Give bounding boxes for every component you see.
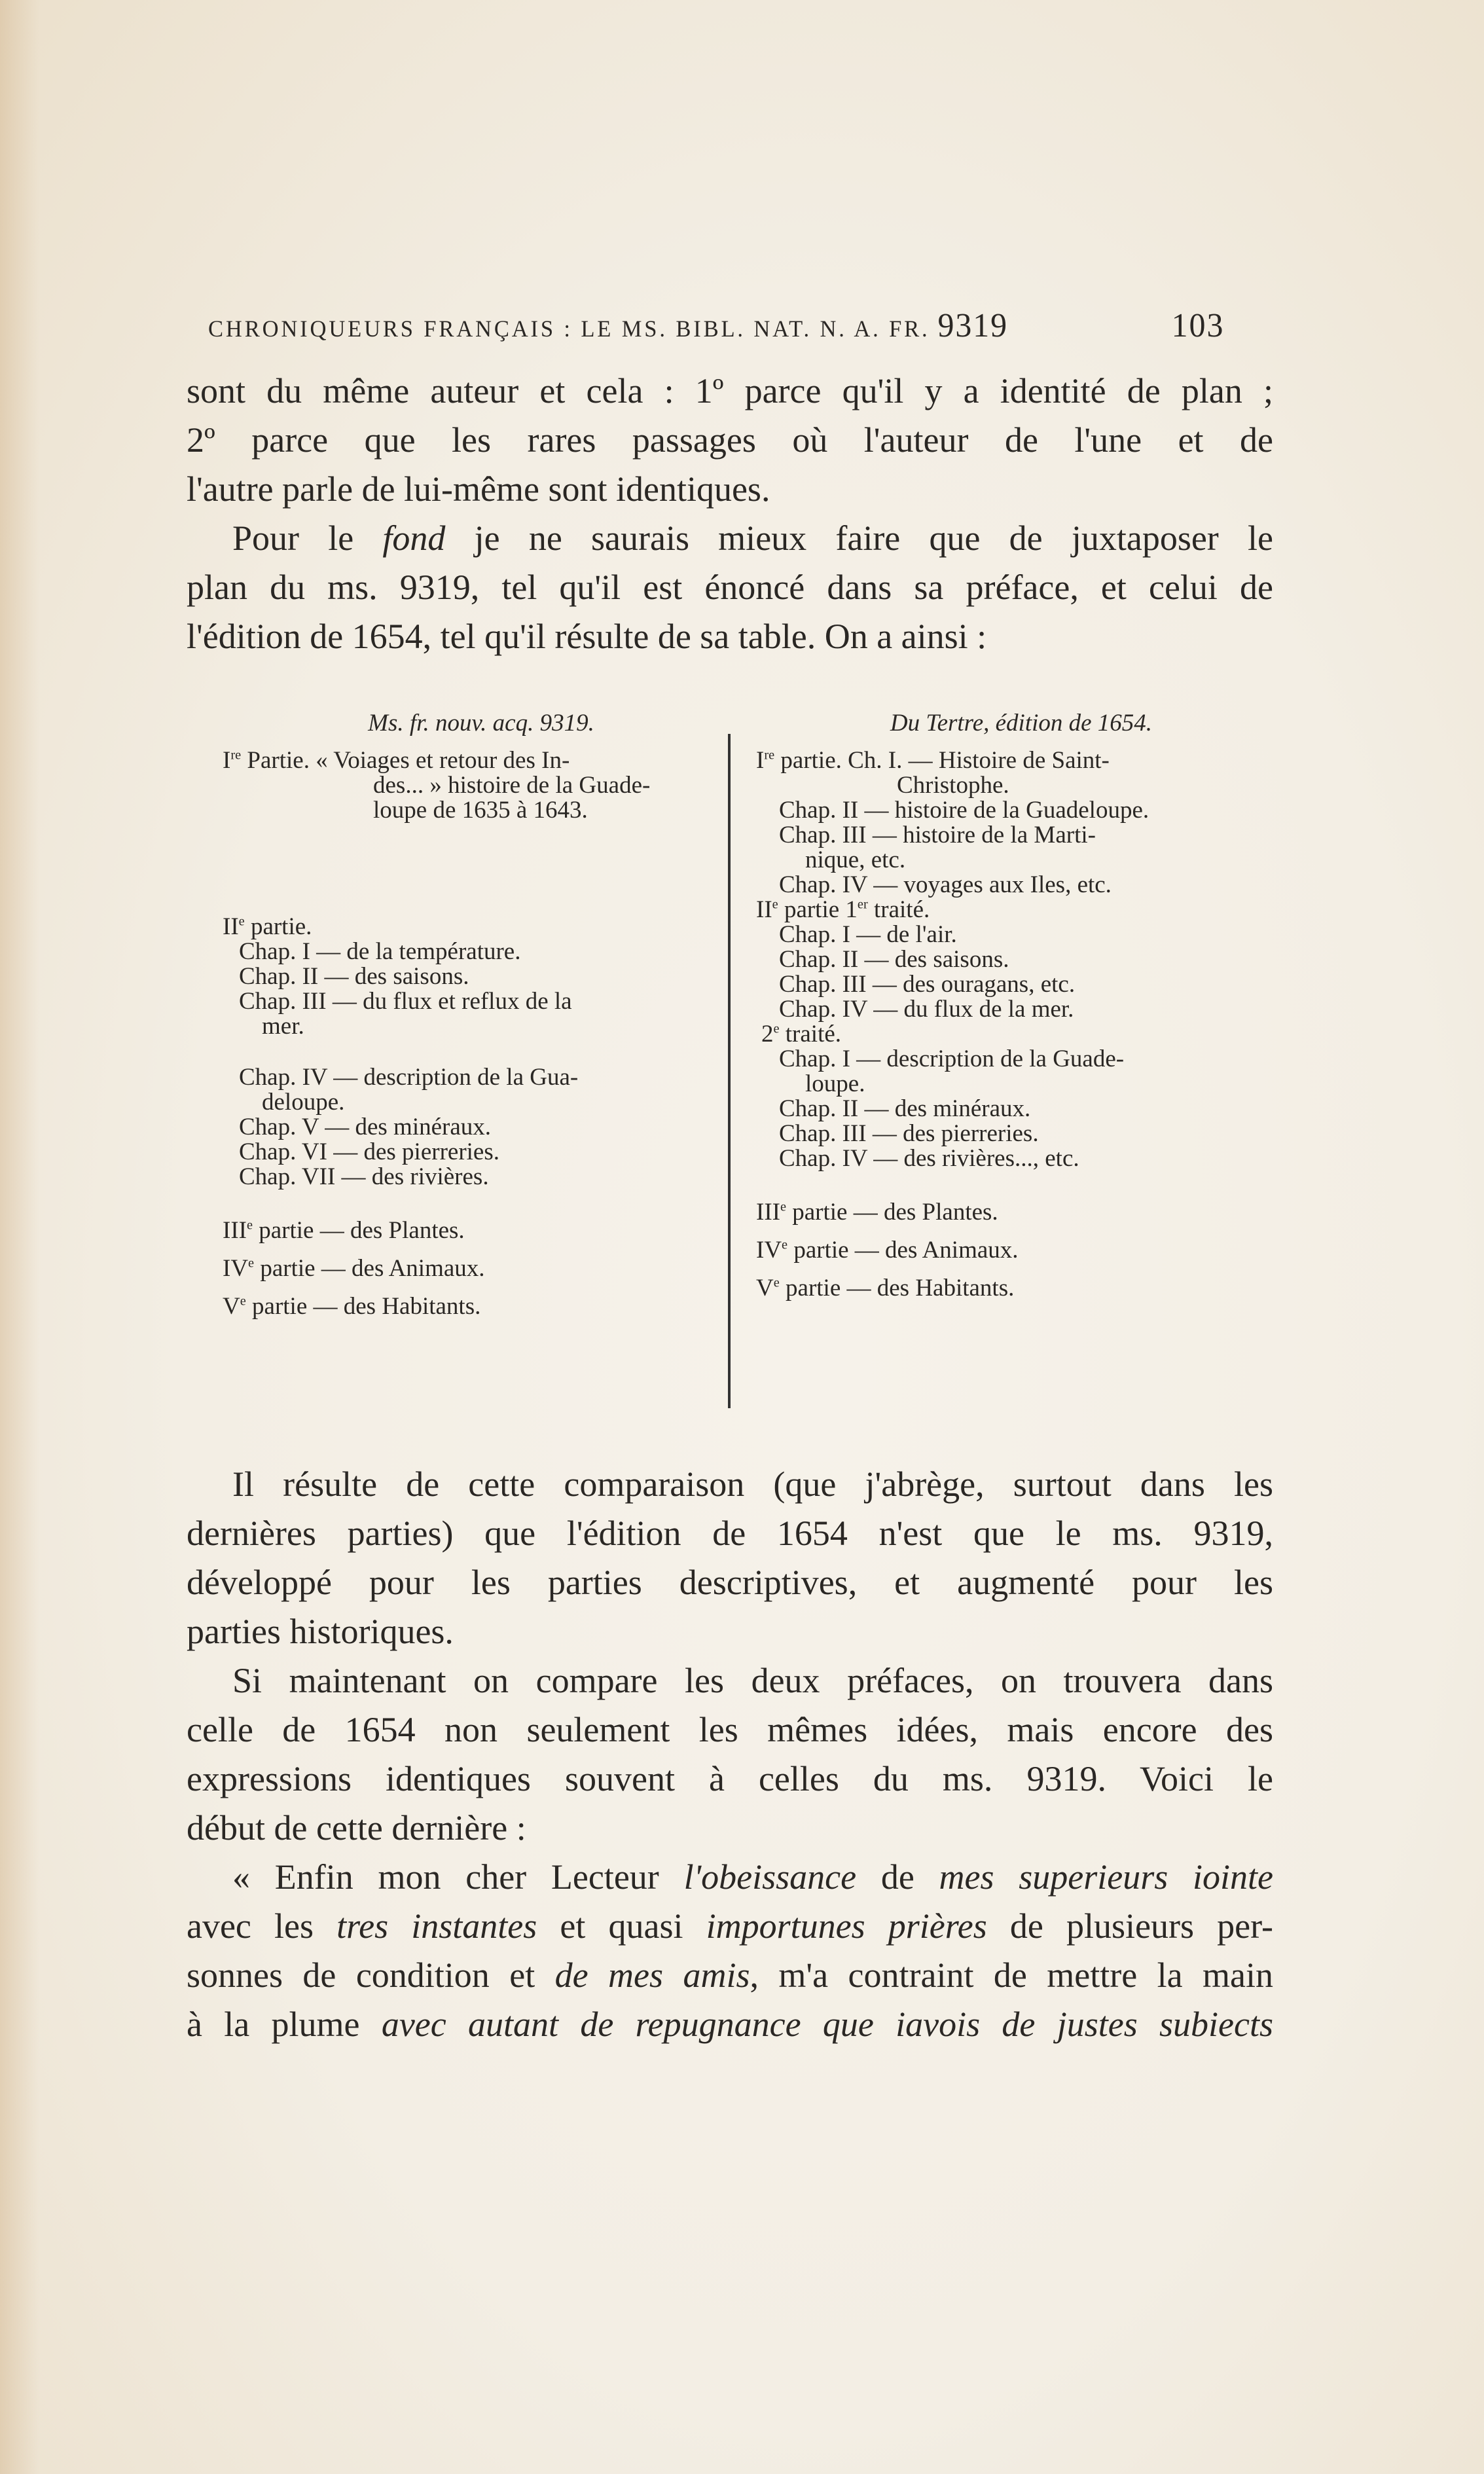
- part-numeral: II: [223, 913, 239, 940]
- chapter-entry: Chap. II — des saisons.: [779, 946, 1009, 973]
- superscript: e: [772, 897, 778, 912]
- italic-run: mes superieurs iointe: [939, 1857, 1274, 1897]
- chapter-entry-cont: mer.: [262, 1013, 304, 1040]
- italic-run: fond: [382, 518, 446, 558]
- spacer: [223, 1190, 720, 1212]
- running-head: [208, 306, 1229, 344]
- chapter-entry: Chap. IV — voyages aux Iles, etc.: [779, 871, 1112, 898]
- body-line: parties historiques.: [187, 1612, 454, 1651]
- text-run: partie — des Animaux.: [787, 1237, 1019, 1264]
- italic-run: de mes amis: [554, 1956, 750, 1995]
- text-run: avec les: [187, 1906, 337, 1946]
- parts-list: [756, 1193, 1286, 1307]
- text-run: partie — des Habitants.: [245, 1293, 481, 1320]
- traite-entry: [756, 1022, 1286, 1047]
- superscript: e: [248, 1256, 255, 1271]
- parts-list: [223, 1212, 720, 1326]
- column-header: Ms. fr. nouv. acq. 9319.: [368, 710, 594, 737]
- spacer: [223, 888, 720, 915]
- text-run: partie 1: [778, 896, 858, 923]
- quote-line: [187, 1951, 1273, 2000]
- part-entry-cont: des... » histoire de la Guade-: [373, 772, 651, 799]
- text-run: « Enfin mon cher Lecteur: [232, 1857, 684, 1897]
- part-entry: [223, 1288, 720, 1326]
- chapter-entry: Chap. III — histoire de la Marti-: [779, 822, 1096, 848]
- chapter-entry: Chap. VII — des rivières.: [239, 1163, 489, 1190]
- italic-run: importunes prières: [706, 1906, 987, 1946]
- chapter-entry: Chap. VI — des pierreries.: [239, 1138, 499, 1165]
- quote-line: [187, 1902, 1273, 1951]
- text-run: partie — des Plantes.: [786, 1199, 998, 1226]
- text-run: de: [856, 1857, 939, 1897]
- part-numeral: IV: [756, 1237, 782, 1264]
- intro-paragraphs: [187, 367, 1273, 661]
- chapter-entry: Chap. I — description de la Guade-: [779, 1046, 1125, 1072]
- body-line: celle de 1654 non seulement les mêmes idées, mais encore des: [187, 1710, 1273, 1749]
- running-head-ms-number: 9319: [937, 307, 1009, 344]
- text-run: je ne saurais mieux faire que de juxtaposer le: [445, 518, 1273, 558]
- body-line: 2º parce que les rares passages où l'auteur de l'une et de: [187, 420, 1273, 460]
- body-line: Il résulte de cette comparaison (que j'abrège, surtout dans les: [232, 1464, 1273, 1504]
- chapter-entry: Chap. I — de l'air.: [779, 921, 957, 948]
- body-line: expressions identiques souvent à celles du ms. 9319. Voici le: [187, 1759, 1273, 1798]
- part-numeral: V: [756, 1275, 774, 1301]
- superscript: er: [857, 897, 868, 912]
- chapter-entry: Chap. III — du flux et reflux de la: [239, 988, 572, 1015]
- italic-run: tres instantes: [336, 1906, 537, 1946]
- column-divider: [728, 734, 731, 1408]
- chapter-entry: Chap. III — des ouragans, etc.: [779, 971, 1076, 998]
- chapter-entry: Chap. II — histoire de la Guadeloupe.: [779, 797, 1149, 824]
- chapter-entry: Chap. IV — des rivières..., etc.: [779, 1145, 1079, 1172]
- part-entry: [223, 915, 720, 939]
- superscript: e: [773, 1021, 780, 1036]
- text-run: traité.: [867, 896, 930, 923]
- spacer: [756, 1171, 1286, 1193]
- chapter-entry-cont: deloupe.: [262, 1089, 345, 1116]
- part-entry-cont: loupe de 1635 à 1643.: [373, 797, 588, 824]
- text-run: Pour le: [232, 518, 383, 558]
- part-numeral: IV: [223, 1255, 249, 1282]
- body-line: sont du même auteur et cela : 1º parce qu'il y a identité de plan ;: [187, 371, 1273, 410]
- page-edge-shadow: [0, 0, 39, 2474]
- text-run: à la plume: [187, 2005, 382, 2044]
- superscript: e: [238, 914, 245, 929]
- chapter-entry: Chap. IV — du flux de la mer.: [779, 996, 1074, 1023]
- text-run: et quasi: [537, 1906, 706, 1946]
- chapter-entry: Chap. I — de la température.: [239, 938, 521, 965]
- chapter-entry: Chap. II — des minéraux.: [779, 1095, 1031, 1122]
- chapter-entry: Chap. III — des pierreries.: [779, 1120, 1039, 1147]
- running-head-title-text: CHRONIQUEURS FRANÇAIS : LE MS. BIBL. NAT. N. A. FR.: [208, 316, 930, 342]
- part-entry: [756, 898, 1286, 922]
- text-run: Partie. « Voiages et retour des In-: [241, 747, 570, 774]
- page-number: 103: [1171, 307, 1225, 344]
- superscript: e: [246, 1218, 253, 1233]
- column-du-tertre-1654: [756, 710, 1286, 1307]
- italic-run: avec autant de repugnance que iavois de justes subiects: [381, 2005, 1273, 2044]
- text-run: partie — des Animaux.: [254, 1255, 485, 1282]
- text-run: , m'a contraint de mettre la main: [750, 1956, 1274, 1995]
- spacer: [223, 1039, 720, 1065]
- text-run: sonnes de condition et: [187, 1956, 555, 1995]
- superscript: re: [764, 748, 775, 763]
- chapter-entry: Chap. V — des minéraux.: [239, 1114, 492, 1140]
- body-line: l'édition de 1654, tel qu'il résulte de sa table. On a ainsi :: [187, 617, 987, 656]
- column-ms-9319: [223, 710, 720, 1326]
- part-numeral: I: [223, 747, 231, 774]
- traite-numeral: 2: [761, 1021, 774, 1047]
- italic-run: l'obeissance: [683, 1857, 857, 1897]
- part-entry: [223, 1212, 720, 1250]
- part-numeral: V: [223, 1293, 240, 1320]
- chapter-entry: Chap. II — des saisons.: [239, 963, 469, 990]
- superscript: e: [780, 1199, 786, 1214]
- text-run: de plusieurs per-: [986, 1906, 1273, 1946]
- text-run: traité.: [779, 1021, 842, 1047]
- part-numeral: I: [756, 747, 765, 774]
- chapter-entry: Chap. IV — description de la Gua-: [239, 1064, 579, 1091]
- body-line: Si maintenant on compare les deux préfaces, on trouvera dans: [232, 1661, 1273, 1700]
- part-entry: [756, 748, 1286, 773]
- part-entry: [756, 1231, 1286, 1269]
- part-entry: [223, 1250, 720, 1288]
- superscript: e: [773, 1275, 780, 1290]
- text-run: partie — des Plantes.: [253, 1217, 465, 1244]
- chapter-entry-cont: nique, etc.: [805, 846, 906, 873]
- conclusion-paragraphs: [187, 1460, 1273, 2049]
- quote-line: [187, 2000, 1273, 2049]
- part-entry: [756, 1193, 1286, 1231]
- text-run: partie — des Habitants.: [779, 1275, 1015, 1301]
- spacer: [223, 823, 720, 888]
- part-entry: [223, 748, 720, 773]
- part-numeral: II: [756, 896, 772, 923]
- body-line: dernières parties) que l'édition de 1654 n'est que le ms. 9319,: [187, 1514, 1273, 1553]
- plan-comparison-table: [223, 710, 1283, 1411]
- part-numeral: III: [223, 1217, 247, 1244]
- quote-line: [187, 1853, 1273, 1902]
- body-line: développé pour les parties descriptives, et augmenté pour les: [187, 1563, 1273, 1602]
- text-run: partie.: [244, 913, 312, 940]
- body-line: plan du ms. 9319, tel qu'il est énoncé dans sa préface, et celui de: [187, 568, 1273, 607]
- body-line: l'autre parle de lui-même sont identiques.: [187, 469, 770, 509]
- part-numeral: III: [756, 1199, 780, 1226]
- superscript: e: [240, 1294, 246, 1309]
- chapter-entry-cont: loupe.: [805, 1070, 865, 1097]
- superscript: e: [782, 1237, 788, 1252]
- column-header: Du Tertre, édition de 1654.: [890, 710, 1153, 737]
- body-line: [187, 514, 1273, 563]
- running-head-title: [208, 306, 1013, 345]
- chapter-entry-cont: Christophe.: [897, 772, 1009, 799]
- superscript: re: [230, 748, 242, 763]
- text-run: partie. Ch. I. — Histoire de Saint-: [774, 747, 1110, 774]
- body-line: début de cette dernière :: [187, 1808, 526, 1847]
- part-entry: [756, 1269, 1286, 1307]
